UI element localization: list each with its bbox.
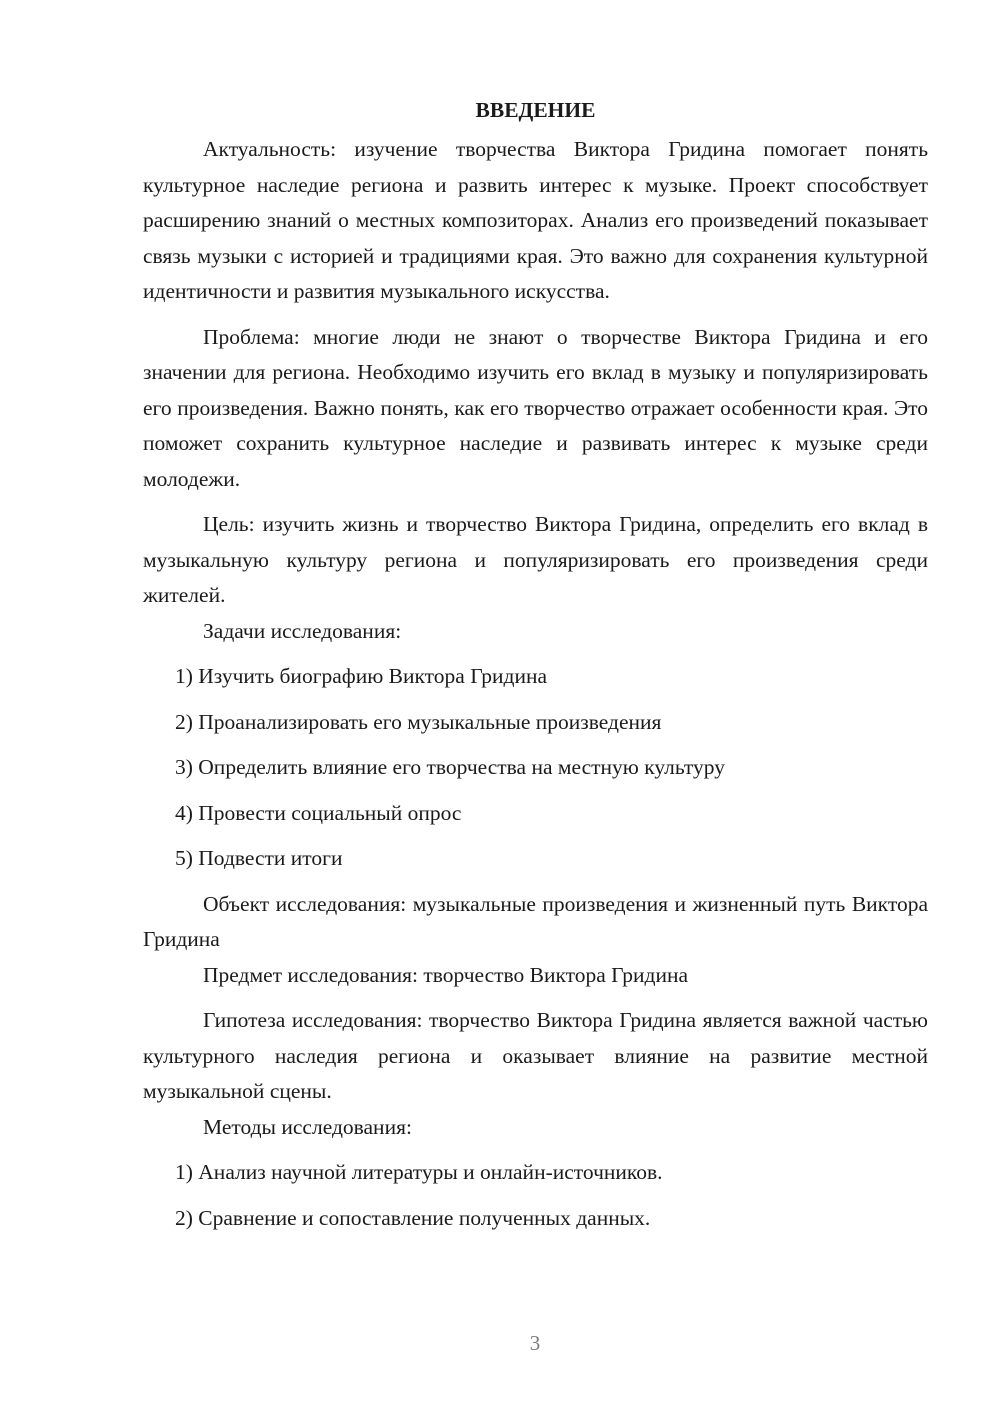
task-item-4: 4) Провести социальный опрос bbox=[175, 800, 462, 825]
task-item-1: 1) Изучить биографию Виктора Гридина bbox=[175, 664, 548, 688]
problem-paragraph: Проблема: многие люди не знают о творчестве Виктора Гридина и его значении для региона. Необходимо изучить его вклад в музыку и популяризировать его произведения. Важно понять, как его творчество отражает особенности края. Это поможет сохранить культурное наследие и развивать интерес к музыке среди молодежи. bbox=[143, 324, 928, 491]
task-item-2: 2) Проанализировать его музыкальные произведения bbox=[175, 709, 662, 734]
page-content bbox=[143, 92, 928, 1236]
task-item-5: 5) Подвести итоги bbox=[175, 846, 343, 870]
subject-paragraph: Предмет исследования: творчество Виктора Гридина bbox=[203, 962, 689, 987]
object-paragraph: Объект исследования: музыкальные произведения и жизненный путь Виктора Гридина bbox=[143, 891, 928, 951]
task-item-3: 3) Определить влияние его творчества на местную культуру bbox=[175, 755, 725, 779]
section-heading: ВВЕДЕНИЕ bbox=[475, 98, 596, 122]
method-item-2: 2) Сравнение и сопоставление полученных данных. bbox=[175, 1205, 651, 1230]
goal-paragraph: Цель: изучить жизнь и творчество Виктора Гридина, определить его вклад в музыкальную культуру региона и популяризировать его произведения среди жителей. bbox=[143, 512, 928, 607]
hypothesis-paragraph: Гипотеза исследования: творчество Виктора Гридина является важной частью культурного наследия региона и оказывает влияние на развитие местной музыкальной сцены. bbox=[143, 1008, 928, 1103]
method-item-1: 1) Анализ научной литературы и онлайн-источников. bbox=[175, 1160, 663, 1184]
methods-title: Методы исследования: bbox=[203, 1114, 412, 1139]
tasks-title: Задачи исследования: bbox=[203, 618, 402, 643]
page-number: 3 bbox=[529, 1331, 541, 1355]
relevance-paragraph: Актуальность: изучение творчества Виктора Гридина помогает понять культурное наследие региона и развить интерес к музыке. Проект способствует расширению знаний о местных композиторах. Анализ его произведений показывает связь музыки с историей и традициями края. Это важно для сохранения культурной идентичности и развития музыкального искусства. bbox=[143, 137, 928, 303]
